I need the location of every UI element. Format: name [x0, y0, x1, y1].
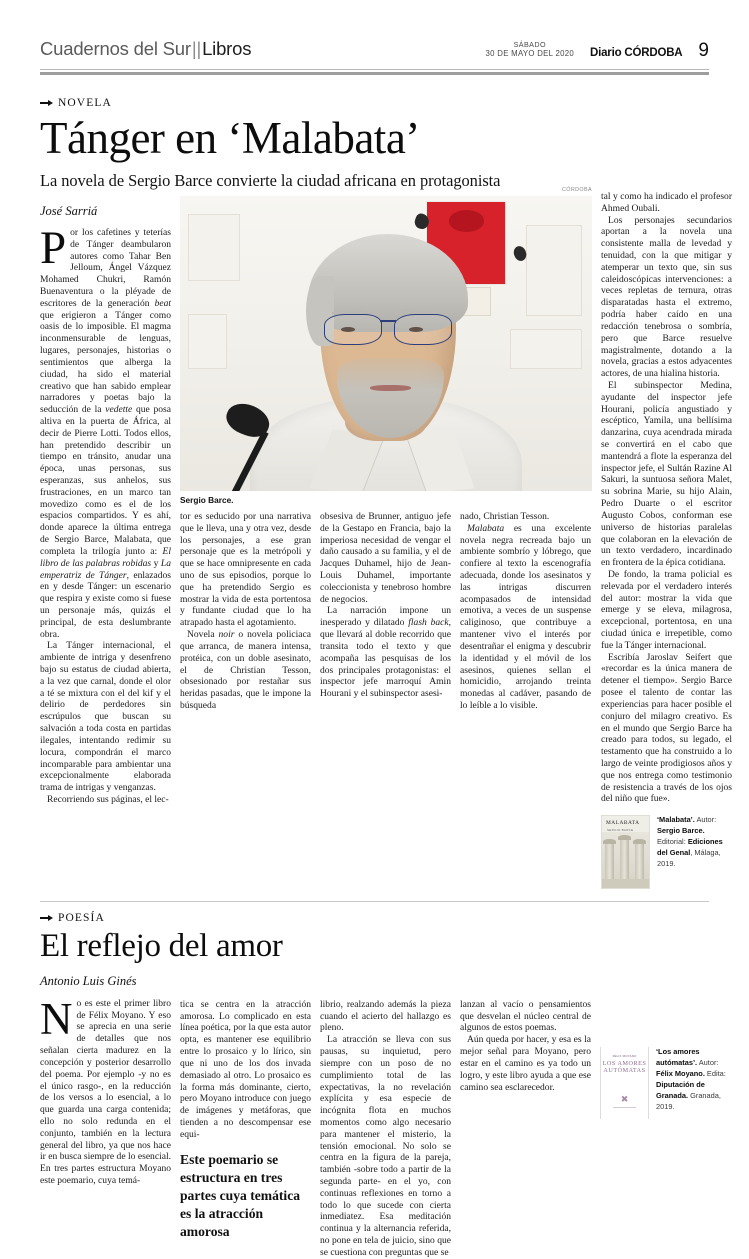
a2-col2-p1: tica se centra en la atracción amorosa. Lo complicado en esta línea poética, por la que esta autor opta, es mantener ese equilibrio entre lo prosaico y lo lírico, sin que ni uno de los dos invada demasiado al otro. Lo prosaico es la forma más dominante, cierto, pero Moyano introduce con juego de imágenes y metáforas, que tienden a no descompensar ese equi- — [180, 998, 311, 1140]
book-author-label: Autor: — [694, 815, 717, 825]
masthead-rule-thick — [40, 72, 709, 75]
article2-col-5 — [600, 969, 731, 1259]
masthead — [40, 0, 709, 64]
col1-p3: Recorriendo sus páginas, el lec- — [47, 793, 169, 805]
masthead-title — [40, 38, 251, 60]
col1-p1-mid: y — [151, 557, 161, 569]
book-cover-capital — [603, 839, 616, 844]
article1-col-3 — [320, 511, 451, 712]
col4-p2: es una excelente novela negra recreada bajo un ambiente sombrío y lóbrego, que confiere al texto la escenografía adecuada, donde los asesinatos y las intrigas discurren acompasados de intensidad emotiva, a veces de un suspense caliginoso, que contribuye a mantener vivo el interés por desentrañar el enigma y descubrir la identidad y el móvil de los asesinos, quienes sellan el homicidio, arrojando treinta monedas al cadáver, pasando de lo leíble a lo visible. — [460, 522, 591, 711]
col1-p1-lead: or los cafetines y teterías de Tánger deambularon autores como Tahar Ben Jelloum, Ángel Vázquez Mohamed Chukri, Ramón Buenaventura o la pléyade de escritores de la generación — [40, 226, 171, 309]
article1-book-box — [601, 815, 732, 889]
masthead-divider: || — [191, 38, 202, 59]
kicker-label: NOVELA — [58, 97, 112, 109]
book-cover-capital — [618, 835, 631, 840]
article1-subhead: La novela de Sergio Barce convierte la ciudad africana en protagonista — [40, 171, 501, 191]
book-metadata — [656, 1047, 731, 1113]
book-cover-rule — [613, 1107, 636, 1108]
article2-col4-text — [460, 999, 591, 1094]
article-separator-rule — [40, 901, 709, 902]
col5-p2: El subinspector Medina, ayudante del inspector jefe Hourani, policía angustiado y escéptico, Yamila, una bellísima danzarina, cuya acendrada mirada se convertirá en el cabo que mantendrá a flote la esperanza del inspector jefe, el Sultán Razine Al Sakuri, la suntuosa señora Malet, su sobrina Marie, su hijo Alain, Pedro Duarte o el escritor Augusto Cobos, conforman ese universo de historias paralelas que colaboran en la elevación de un texto verdadero, incardinado en frontera de la épica cotidiana. — [601, 379, 732, 569]
masthead-section: Libros — [202, 38, 252, 59]
article1-col5-text — [601, 191, 732, 805]
book-cover-title: LOS AMORES AUTÓMATAS — [602, 1059, 647, 1074]
a2-col4-p2: Aún queda por hacer, y esa es la mejor señal para Moyano, pero estar en el camino es ya todo un logro, y este libro ayuda a que ese camino sea esclarecedor. — [460, 1034, 591, 1093]
dropcap-p: P — [40, 221, 67, 274]
masthead-right — [486, 40, 709, 60]
article2-col-3 — [320, 969, 451, 1259]
article1-columns — [40, 186, 732, 889]
article1-inner-columns — [180, 511, 592, 712]
col2-p2-a: Novela — [187, 629, 219, 641]
kicker-novela — [40, 97, 709, 109]
col1-p2: La Tánger internacional, el ambiente de intriga y desenfreno bajo su estatus de ciudad abierta, a la vez que carnal, donde el olor a té se mixtura con el del kif y el delirio de perdedores sin escrúpulos que buscan su salvación a toda costa en partidas ilegales, intentando redimir su locura, compondrán el marco incomparable para ambientar una excepcionalmente elaborada trama de intrigas y venganzas. — [40, 640, 171, 794]
brand-logo: Diario CÓRDOBA — [590, 47, 683, 59]
dropcap-n: N — [40, 993, 73, 1044]
article1-col4-text — [460, 511, 591, 712]
book-title: ‘Malabata’. — [657, 815, 695, 825]
wall-note — [510, 329, 582, 369]
person-glasses — [324, 314, 452, 344]
book-author: Sergio Barce. — [657, 826, 705, 836]
article2-col3-text — [320, 999, 451, 1259]
article1-col2-text — [180, 511, 311, 712]
col5-p1: Los personajes secundarios aportan a la novela una consistente malla de levedad y tenuidad, con la que mitigar y atemperar un texto que, sin sus caleidoscópicas intervenciones: a veces repletas de ternura, otras disparatadas hasta el extremo, podría haber caído en una redacción tenebrosa o sombría, pero que Barce resuelve magistralmente, dotando a la novela, gracias a estos adyacentes actores, de una hialina historia. — [601, 214, 732, 380]
book-publisher: Ediciones del Genal — [657, 837, 723, 858]
article1-col-2 — [180, 511, 311, 712]
a2-col3-p1: librio, realzando además la pieza cuando el acierto del hallazgo es pleno. — [320, 998, 451, 1034]
col3-p1: obsesiva de Brunner, antiguo jefe de la Gestapo en Francia, bajo la imperiosa necesidad de vengar el daño causado a su familia, y el de Jacques Duhamel, hijo de Jean-Louis Duhamel, importante coleccionista y tenebroso hombre de negocios. — [320, 510, 451, 605]
article2-pullquote: Este poemario se estructura en tres partes cuya temática es la atracción amorosa — [180, 1151, 301, 1239]
article1-col3-text — [320, 511, 451, 700]
col2-p1: tor es seducido por una narrativa que le lleva, una y otra vez, desde los personajes, a ese gran personaje que es la metrópoli y que se hace omnipresente en cada uno de sus episodios, porque lo que ha pretendido Sergio es mostrar la vida de esta portentosa y fundante ciudad que lo ha atrapado hasta el agotamiento. — [180, 510, 311, 629]
article2-col2-text — [180, 999, 311, 1141]
col5-p0: tal y como ha indicado el profesor Ahmed Oubali. — [601, 190, 732, 214]
book-edita-label: Edita: — [704, 1068, 726, 1078]
a2-col1-p1: o es este el primer libro de Félix Moyano. Y eso se aprecia en una serie de detalles que nos señalan cierta madurez en la concepción y posterior desarrollo del poema. Por ejemplo -y no es el único rasgo-, en la reducción de los versos a lo esencial, a lo que guarda una carga contenida; ello no solo redunda en el conjunto, también en la lectura general del libro, ya que nos hace ir en busca siempre de lo esencial. En tres partes estructura Moyano este poemario, cuya temá- — [40, 997, 171, 1186]
article2-col1-text — [40, 993, 171, 1187]
book-publisher: Diputación de Granada. — [656, 1079, 705, 1100]
book-cover-subtitle: SERGIO BARCE — [607, 828, 634, 833]
article2-book-box — [600, 1047, 731, 1119]
col3-p2-italic: flash back — [408, 617, 449, 629]
article1-photo — [180, 196, 592, 491]
a2-col3-p2: La atracción se lleva con sus pausas, su inquietud, pero siempre con un poso de no cumplimiento total de las expectativas, la no revelación explícita y esa especie de incógnita flota en muchos momentos como algo necesario para mantener el misterio, la tensión emocional. No solo se centra en la figura de la pareja, también -sobre todo a partir de la segunda parte- en el yo, con continuas reflexiones en torno a todo lo que sucede con cierta inmediatez. Esa meditación continua y la alternancia referida, no pone en tela de juicio, sino que se cuestiona con preguntas que se — [320, 1034, 451, 1258]
a2-col4-p1: lanzan al vacío o pensamientos que desvelan el núcleo central de algunos de estos poemas. — [460, 998, 591, 1034]
article2-col-4 — [460, 969, 591, 1259]
article1-photo-and-cols — [180, 186, 592, 889]
book-publisher-label: Editorial: — [657, 837, 688, 847]
col3-p2-b: , que llevará al doble recorrido que transita todo el texto y que acompaña las pesquisas de los dos principales protagonistas: el inspector jefe marroquí Amin Hourani y el subinspector asesi- — [320, 617, 451, 700]
col3-p2-a: La narración impone un inesperado y dilatado — [320, 605, 451, 629]
article2-columns — [40, 969, 726, 1259]
book-cover-capital — [633, 839, 646, 844]
kicker-label: POESÍA — [58, 912, 105, 925]
col1-p1-rest: que erigieron a Tánger como oasis de lo imposible. El magma inconmensurable de lenguas, lugares, personajes, historias o sentimientos que alberga la ciudad, ha sido el material creativo que han sabido emplear narradores y poetas bajo la seducción de la — [40, 309, 171, 416]
day-of-week: SÁBADO — [513, 40, 546, 50]
article1-col-4 — [460, 511, 591, 712]
book-place: , Málaga, — [690, 848, 721, 858]
col1-p1-end: , enlazados en y desde Tánger: un escenario que respira y existe como si fuese un personaje más, quizás el principal, de esta deslumbrante obra. — [40, 569, 171, 640]
book-place-year: Granada, 2019. — [656, 1090, 721, 1111]
col4-p2-italic: Malabata — [467, 522, 505, 534]
wall-note — [188, 314, 227, 369]
article2-col-1 — [40, 969, 171, 1259]
wall-note — [188, 214, 239, 281]
col1-p1-italic2: vedette — [105, 404, 133, 416]
col2-p2-b: o novela policiaca que arranca, de manera intensa, protéica, con un doble asesinato, el de Christian Tesson, obsesionado por restañar sus heridas pasadas, que le impone la búsqueda — [180, 629, 311, 711]
book-author-label: Autor: — [698, 1057, 719, 1067]
col1-p1-italic3: El libro de las palabras robidas — [40, 545, 171, 569]
book-title: ‘Los amores autómatas’. — [656, 1046, 700, 1067]
col5-p4: Escribía Jaroslav Seifert que «recordar es la única manera de detener el tiempo». Sergio Barce posee el talento de contar las experiencias para hacer posible el conjuro del milagro creativo. Es en el mundo que Sergio Barce ha creado para todos, su legado, el testamento que ha construido a lo largo de veinte prodigiosos años y que nos entrega como testimonio de resistencia a través de los ojos del niño que fue». — [601, 651, 732, 805]
wall-note — [526, 225, 582, 316]
arrow-right-icon — [40, 915, 53, 922]
article2-byline: Antonio Luis Ginés — [40, 973, 137, 988]
kicker-poesia — [40, 912, 709, 924]
glasses-lens-left — [324, 314, 382, 346]
book-metadata — [657, 815, 732, 870]
book-cover-ornament: ✖ — [620, 1093, 629, 1104]
col1-p1-italic4: La emperatriz de Tánger — [40, 557, 172, 581]
col1-p1-italic: beat — [154, 297, 171, 309]
col4-p1: nado, Christian Tesson. — [460, 510, 550, 522]
masthead-rule-thin — [40, 69, 709, 70]
photo-credit: CÓRDOBA — [561, 186, 592, 193]
book-cover-ground — [602, 879, 649, 888]
photo-caption: Sergio Barce. — [180, 494, 234, 505]
col2-p2-italic: noir — [218, 629, 235, 641]
person-mouth — [370, 385, 411, 391]
book-cover-malabata — [601, 815, 650, 889]
article1-byline: José Sarriá — [40, 203, 98, 218]
publication-name: Cuadernos del Sur — [40, 38, 191, 59]
date-block — [486, 40, 574, 60]
glasses-lens-right — [394, 314, 452, 346]
photo-wrap — [180, 186, 592, 505]
microphone-icon — [205, 400, 304, 489]
book-year: 2019. — [657, 859, 676, 868]
article1-col-1 — [40, 191, 171, 889]
book-cover-title: MALABATA — [606, 820, 640, 827]
book-cover-author: FÉLIX MOYANO — [612, 1053, 637, 1058]
book-cover-amores — [600, 1047, 649, 1119]
arrow-right-icon — [40, 100, 53, 107]
page-number: 9 — [698, 40, 709, 61]
book-author: Félix Moyano. — [656, 1068, 705, 1078]
article2-title: El reflejo del amor — [40, 928, 283, 965]
col5-p3: De fondo, la trama policial es relevada por el verdadero interés del autor: mostrar la vida que emerge y se eleva, milagrosa, excepcional, portentosa, en una ciudad única e irrepetible, como fue la Tánger internacional. — [601, 568, 732, 651]
article2-col-2 — [180, 969, 311, 1259]
publication-date: 30 DE MAYO DEL 2020 — [485, 49, 575, 59]
page-title: Tánger en ‘Malabata’ — [40, 113, 420, 163]
article1-col1-text — [40, 221, 172, 806]
col1-p1-rest2: que posa altiva en la puerta de África, al decir de Pierre Lotti. Todos ellos, han pretendido describir un tiempo en tránsito, anudar una época, unas personas, sus esperanzas, sus anhelos, sus frustraciones, en un marco tan movedizo como es el de los espacios compartidos. Y es ahí, donde aparece la última entrega de Sergio Barce, Malabata, que completa la trilogía junto a: — [40, 404, 172, 557]
glasses-bridge — [380, 320, 395, 322]
article1-col-5 — [601, 191, 732, 889]
